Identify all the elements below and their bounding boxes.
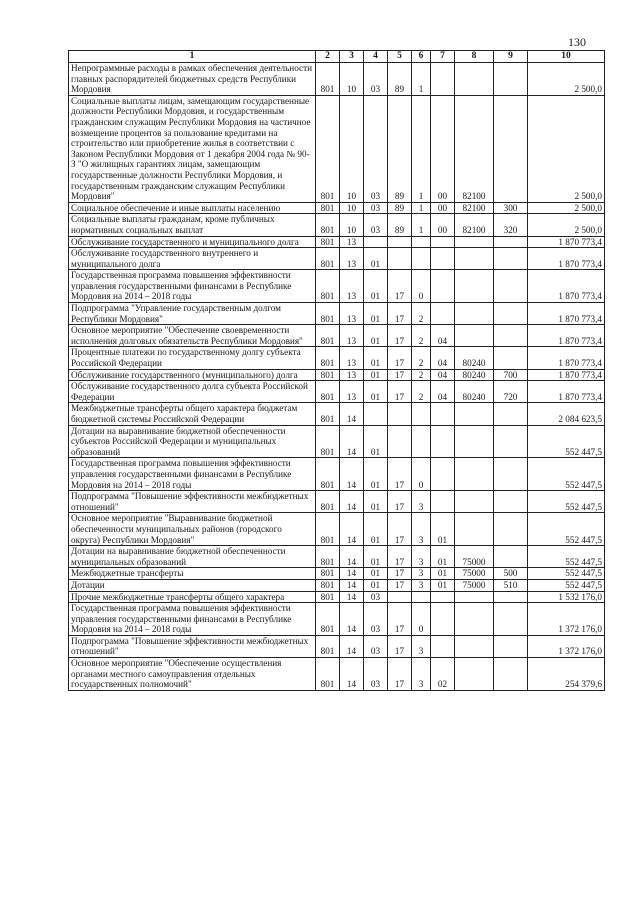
amount: 552 447,5: [528, 458, 605, 491]
code-program: 17: [388, 325, 412, 347]
code-ministry: 801: [316, 603, 340, 636]
code-subsection: 01: [364, 546, 388, 568]
code-subsection: 03: [364, 635, 388, 657]
amount: 1 532 176,0: [528, 591, 605, 603]
code-program: 17: [388, 635, 412, 657]
item-name: Дотации на выравнивание бюджетной обеспеченности субъектов Российской Федерации и муниципальных образований: [69, 425, 316, 458]
code-program: 17: [388, 579, 412, 591]
amount: 1 870 773,4: [528, 248, 605, 270]
amount: 1 870 773,4: [528, 236, 605, 248]
code-event: 00: [431, 214, 455, 236]
header-cell: 4: [364, 51, 388, 63]
code-subsection: 03: [364, 202, 388, 214]
code-subsection: 03: [364, 95, 388, 202]
code-program: 17: [388, 568, 412, 580]
item-name: Государственная программа повышения эффективности управления государственными финансами в Республике Мордовия на 2014 – 2018 годы: [69, 603, 316, 636]
code-ministry: 801: [316, 202, 340, 214]
code-subsection: 01: [364, 458, 388, 491]
header-cell: 9: [494, 51, 528, 63]
code-expense-type: [494, 63, 528, 96]
code-expense-type: 720: [494, 381, 528, 403]
table-row: [69, 202, 605, 214]
code-subprogram: 0: [412, 603, 431, 636]
code-subprogram: 3: [412, 568, 431, 580]
code-program: 89: [388, 214, 412, 236]
code-ministry: 801: [316, 214, 340, 236]
code-expense-type: [494, 546, 528, 568]
code-ministry: 801: [316, 568, 340, 580]
code-event: [431, 248, 455, 270]
code-direction: 80240: [455, 381, 494, 403]
code-expense-type: 700: [494, 369, 528, 381]
code-program: 17: [388, 303, 412, 325]
code-program: 17: [388, 458, 412, 491]
code-subsection: 01: [364, 568, 388, 580]
code-subprogram: 3: [412, 546, 431, 568]
code-expense-type: [494, 458, 528, 491]
code-event: 02: [431, 658, 455, 691]
code-event: 00: [431, 95, 455, 202]
code-subprogram: [412, 425, 431, 458]
code-subsection: [364, 236, 388, 248]
code-ministry: 801: [316, 248, 340, 270]
amount: 1 870 773,4: [528, 270, 605, 303]
table-row: [69, 347, 605, 369]
item-name: Основное мероприятие "Обеспечение своевременности исполнения долговых обязательств Республики Мордовия": [69, 325, 316, 347]
code-event: [431, 425, 455, 458]
code-direction: [455, 603, 494, 636]
code-expense-type: [494, 325, 528, 347]
code-section: 14: [340, 458, 364, 491]
code-direction: 82100: [455, 202, 494, 214]
amount: 552 447,5: [528, 568, 605, 580]
code-section: 13: [340, 381, 364, 403]
amount: 254 379,6: [528, 658, 605, 691]
code-section: 14: [340, 591, 364, 603]
code-subprogram: 3: [412, 513, 431, 546]
table-row: [69, 425, 605, 458]
code-section: 14: [340, 513, 364, 546]
code-ministry: 801: [316, 236, 340, 248]
table-row: [69, 63, 605, 96]
item-name: Основное мероприятие "Выравнивание бюджетной обеспеченности муниципальных районов (городского округа) Республики Мордовия": [69, 513, 316, 546]
code-subsection: 01: [364, 579, 388, 591]
code-direction: 75000: [455, 579, 494, 591]
item-name: Социальные выплаты гражданам, кроме публичных нормативных социальных выплат: [69, 214, 316, 236]
amount: 1 372 176,0: [528, 635, 605, 657]
code-section: 14: [340, 568, 364, 580]
code-expense-type: [494, 491, 528, 513]
code-subprogram: [412, 591, 431, 603]
code-subsection: 01: [364, 513, 388, 546]
table-row: [69, 236, 605, 248]
header-cell: 1: [69, 51, 316, 63]
code-section: 13: [340, 325, 364, 347]
code-event: [431, 236, 455, 248]
code-event: [431, 403, 455, 425]
table-row: [69, 381, 605, 403]
code-subprogram: 3: [412, 491, 431, 513]
code-section: 13: [340, 248, 364, 270]
code-ministry: 801: [316, 63, 340, 96]
code-ministry: 801: [316, 635, 340, 657]
table-row: [69, 658, 605, 691]
code-subprogram: 2: [412, 303, 431, 325]
code-subprogram: 0: [412, 270, 431, 303]
code-section: 10: [340, 63, 364, 96]
code-program: [388, 591, 412, 603]
code-ministry: 801: [316, 591, 340, 603]
code-direction: [455, 236, 494, 248]
code-event: [431, 458, 455, 491]
code-event: [431, 270, 455, 303]
amount: 2 500,0: [528, 214, 605, 236]
amount: 552 447,5: [528, 546, 605, 568]
code-event: [431, 63, 455, 96]
item-name: Подпрограмма "Повышение эффективности межбюджетных отношений": [69, 491, 316, 513]
code-direction: 82100: [455, 214, 494, 236]
code-subsection: [364, 403, 388, 425]
table-row: [69, 579, 605, 591]
code-program: 17: [388, 369, 412, 381]
header-cell: 6: [412, 51, 431, 63]
code-expense-type: [494, 403, 528, 425]
table-row: [69, 325, 605, 347]
code-event: 04: [431, 369, 455, 381]
table-row: [69, 491, 605, 513]
code-subsection: 01: [364, 369, 388, 381]
amount: 1 870 773,4: [528, 369, 605, 381]
table-body: [69, 63, 605, 691]
code-section: 13: [340, 236, 364, 248]
code-section: 10: [340, 95, 364, 202]
code-ministry: 801: [316, 303, 340, 325]
code-section: 10: [340, 214, 364, 236]
item-name: Государственная программа повышения эффективности управления государственными финансами в Республике Мордовия на 2014 – 2018 годы: [69, 458, 316, 491]
code-direction: [455, 403, 494, 425]
code-ministry: 801: [316, 325, 340, 347]
amount: 1 870 773,4: [528, 325, 605, 347]
code-event: [431, 635, 455, 657]
code-event: 01: [431, 546, 455, 568]
table-row: [69, 403, 605, 425]
code-program: [388, 248, 412, 270]
header-cell: 10: [528, 51, 605, 63]
code-program: 17: [388, 491, 412, 513]
table-row: [69, 635, 605, 657]
table-row: [69, 458, 605, 491]
code-subsection: 03: [364, 591, 388, 603]
amount: 552 447,5: [528, 579, 605, 591]
item-name: Обслуживание государственного внутреннего и муниципального долга: [69, 248, 316, 270]
code-expense-type: [494, 303, 528, 325]
code-subprogram: 1: [412, 63, 431, 96]
code-section: 14: [340, 425, 364, 458]
item-name: Прочие межбюджетные трансферты общего характера: [69, 591, 316, 603]
code-section: 13: [340, 369, 364, 381]
code-subsection: 01: [364, 381, 388, 403]
code-subprogram: 2: [412, 325, 431, 347]
item-name: Дотации: [69, 579, 316, 591]
code-direction: [455, 458, 494, 491]
item-name: Дотации на выравнивание бюджетной обеспеченности муниципальных образований: [69, 546, 316, 568]
item-name: Подпрограмма "Управление государственным долгом Республики Мордовия": [69, 303, 316, 325]
code-expense-type: 320: [494, 214, 528, 236]
code-expense-type: 510: [494, 579, 528, 591]
code-subsection: 01: [364, 425, 388, 458]
code-subprogram: [412, 403, 431, 425]
code-expense-type: [494, 591, 528, 603]
code-program: 17: [388, 603, 412, 636]
code-direction: 80240: [455, 369, 494, 381]
code-subprogram: 1: [412, 95, 431, 202]
amount: 1 870 773,4: [528, 347, 605, 369]
table-row: [69, 568, 605, 580]
code-expense-type: [494, 95, 528, 202]
code-direction: 75000: [455, 568, 494, 580]
code-subsection: 01: [364, 303, 388, 325]
table-row: [69, 270, 605, 303]
code-ministry: 801: [316, 546, 340, 568]
code-direction: [455, 270, 494, 303]
item-name: Социальные выплаты лицам, замещающим государственные должности Республики Мордовия, и государственным гражданским служащим Республики Мордовия на частичное возмещение процентов за пользование кредитами на строительство или приобретение жилья в соответствии с Законом Республики Мордовия от 1 декабря 2004 года № 90-З "О жилищных гарантиях лицам, замещающим государственные должности Республики Мордовия, и государственным гражданским служащим Республики Мордовия": [69, 95, 316, 202]
code-program: [388, 403, 412, 425]
table-row: [69, 546, 605, 568]
code-section: 14: [340, 603, 364, 636]
code-direction: 82100: [455, 95, 494, 202]
code-subsection: 01: [364, 248, 388, 270]
code-direction: [455, 491, 494, 513]
code-section: 14: [340, 546, 364, 568]
code-direction: 80240: [455, 347, 494, 369]
code-subprogram: 1: [412, 202, 431, 214]
page-number: 130: [568, 35, 586, 49]
item-name: Процентные платежи по государственному долгу субъекта Российской Федерации: [69, 347, 316, 369]
amount: 552 447,5: [528, 491, 605, 513]
code-subprogram: 2: [412, 381, 431, 403]
code-subprogram: 1: [412, 214, 431, 236]
code-direction: [455, 425, 494, 458]
code-program: 17: [388, 347, 412, 369]
code-program: 17: [388, 381, 412, 403]
code-ministry: 801: [316, 347, 340, 369]
code-direction: 75000: [455, 546, 494, 568]
header-cell: 8: [455, 51, 494, 63]
amount: 2 500,0: [528, 202, 605, 214]
amount: 552 447,5: [528, 425, 605, 458]
item-name: Непрограммные расходы в рамках обеспечения деятельности главных распорядителей бюджетных средств Республики Мордовия: [69, 63, 316, 96]
code-subsection: 01: [364, 491, 388, 513]
item-name: Обслуживание государственного (муниципального) долга: [69, 369, 316, 381]
code-program: 89: [388, 95, 412, 202]
header-cell: 5: [388, 51, 412, 63]
code-section: 13: [340, 303, 364, 325]
code-event: [431, 591, 455, 603]
code-event: 04: [431, 381, 455, 403]
code-subsection: 01: [364, 270, 388, 303]
code-subsection: 03: [364, 603, 388, 636]
code-subprogram: 2: [412, 347, 431, 369]
code-expense-type: [494, 347, 528, 369]
code-ministry: 801: [316, 491, 340, 513]
code-event: [431, 303, 455, 325]
table-row: [69, 248, 605, 270]
code-subsection: 01: [364, 347, 388, 369]
code-section: 14: [340, 579, 364, 591]
code-section: 14: [340, 658, 364, 691]
item-name: Подпрограмма "Повышение эффективности межбюджетных отношений": [69, 635, 316, 657]
code-section: 14: [340, 491, 364, 513]
table-row: [69, 603, 605, 636]
code-subsection: 03: [364, 658, 388, 691]
item-name: Государственная программа повышения эффективности управления государственными финансами в Республике Мордовия на 2014 – 2018 годы: [69, 270, 316, 303]
code-section: 14: [340, 635, 364, 657]
header-cell: 3: [340, 51, 364, 63]
code-expense-type: 300: [494, 202, 528, 214]
code-subsection: 03: [364, 63, 388, 96]
code-expense-type: [494, 236, 528, 248]
code-subprogram: [412, 236, 431, 248]
code-direction: [455, 635, 494, 657]
code-ministry: 801: [316, 403, 340, 425]
amount: 552 447,5: [528, 513, 605, 546]
code-direction: [455, 591, 494, 603]
item-name: Обслуживание государственного и муниципального долга: [69, 236, 316, 248]
code-subprogram: 3: [412, 635, 431, 657]
table-row: [69, 513, 605, 546]
code-subprogram: 3: [412, 658, 431, 691]
code-section: 13: [340, 270, 364, 303]
code-program: 17: [388, 546, 412, 568]
code-event: 01: [431, 568, 455, 580]
item-name: Социальное обеспечение и иные выплаты населению: [69, 202, 316, 214]
table-row: [69, 369, 605, 381]
code-event: [431, 491, 455, 513]
code-expense-type: [494, 425, 528, 458]
table-row: [69, 214, 605, 236]
code-ministry: 801: [316, 369, 340, 381]
code-expense-type: [494, 270, 528, 303]
amount: 1 372 176,0: [528, 603, 605, 636]
code-ministry: 801: [316, 458, 340, 491]
code-subprogram: [412, 248, 431, 270]
code-subprogram: 2: [412, 369, 431, 381]
code-program: [388, 425, 412, 458]
amount: 2 500,0: [528, 95, 605, 202]
code-direction: [455, 658, 494, 691]
code-subprogram: 3: [412, 579, 431, 591]
item-name: Межбюджетные трансферты общего характера бюджетам бюджетной системы Российской Федерации: [69, 403, 316, 425]
amount: 2 500,0: [528, 63, 605, 96]
table-row: [69, 95, 605, 202]
code-expense-type: [494, 658, 528, 691]
table-row: [69, 303, 605, 325]
code-ministry: 801: [316, 658, 340, 691]
code-section: 14: [340, 403, 364, 425]
amount: 2 084 623,5: [528, 403, 605, 425]
code-ministry: 801: [316, 579, 340, 591]
code-program: 17: [388, 513, 412, 546]
code-program: [388, 236, 412, 248]
code-subsection: 03: [364, 214, 388, 236]
code-section: 13: [340, 347, 364, 369]
code-section: 10: [340, 202, 364, 214]
code-ministry: 801: [316, 270, 340, 303]
code-ministry: 801: [316, 425, 340, 458]
code-program: 17: [388, 270, 412, 303]
code-event: [431, 603, 455, 636]
code-direction: [455, 248, 494, 270]
code-expense-type: [494, 513, 528, 546]
code-direction: [455, 325, 494, 347]
code-subsection: 01: [364, 325, 388, 347]
code-event: 00: [431, 202, 455, 214]
code-expense-type: [494, 603, 528, 636]
code-direction: [455, 303, 494, 325]
code-expense-type: [494, 635, 528, 657]
code-ministry: 801: [316, 513, 340, 546]
code-program: 17: [388, 658, 412, 691]
item-name: Обслуживание государственного долга субъекта Российской Федерации: [69, 381, 316, 403]
code-ministry: 801: [316, 381, 340, 403]
code-event: 04: [431, 347, 455, 369]
code-expense-type: [494, 248, 528, 270]
header-cell: 2: [316, 51, 340, 63]
code-program: 89: [388, 202, 412, 214]
code-event: 01: [431, 579, 455, 591]
amount: 1 870 773,4: [528, 303, 605, 325]
code-event: 04: [431, 325, 455, 347]
item-name: Основное мероприятие "Обеспечение осуществления органами местного самоуправления отдельных государственных полномочий": [69, 658, 316, 691]
code-direction: [455, 513, 494, 546]
code-subprogram: 0: [412, 458, 431, 491]
amount: 1 870 773,4: [528, 381, 605, 403]
item-name: Межбюджетные трансферты: [69, 568, 316, 580]
header-row: [69, 51, 605, 63]
code-ministry: 801: [316, 95, 340, 202]
code-expense-type: 500: [494, 568, 528, 580]
table-row: [69, 591, 605, 603]
code-program: 89: [388, 63, 412, 96]
code-direction: [455, 63, 494, 96]
budget-table: [68, 50, 605, 691]
code-event: 01: [431, 513, 455, 546]
header-cell: 7: [431, 51, 455, 63]
